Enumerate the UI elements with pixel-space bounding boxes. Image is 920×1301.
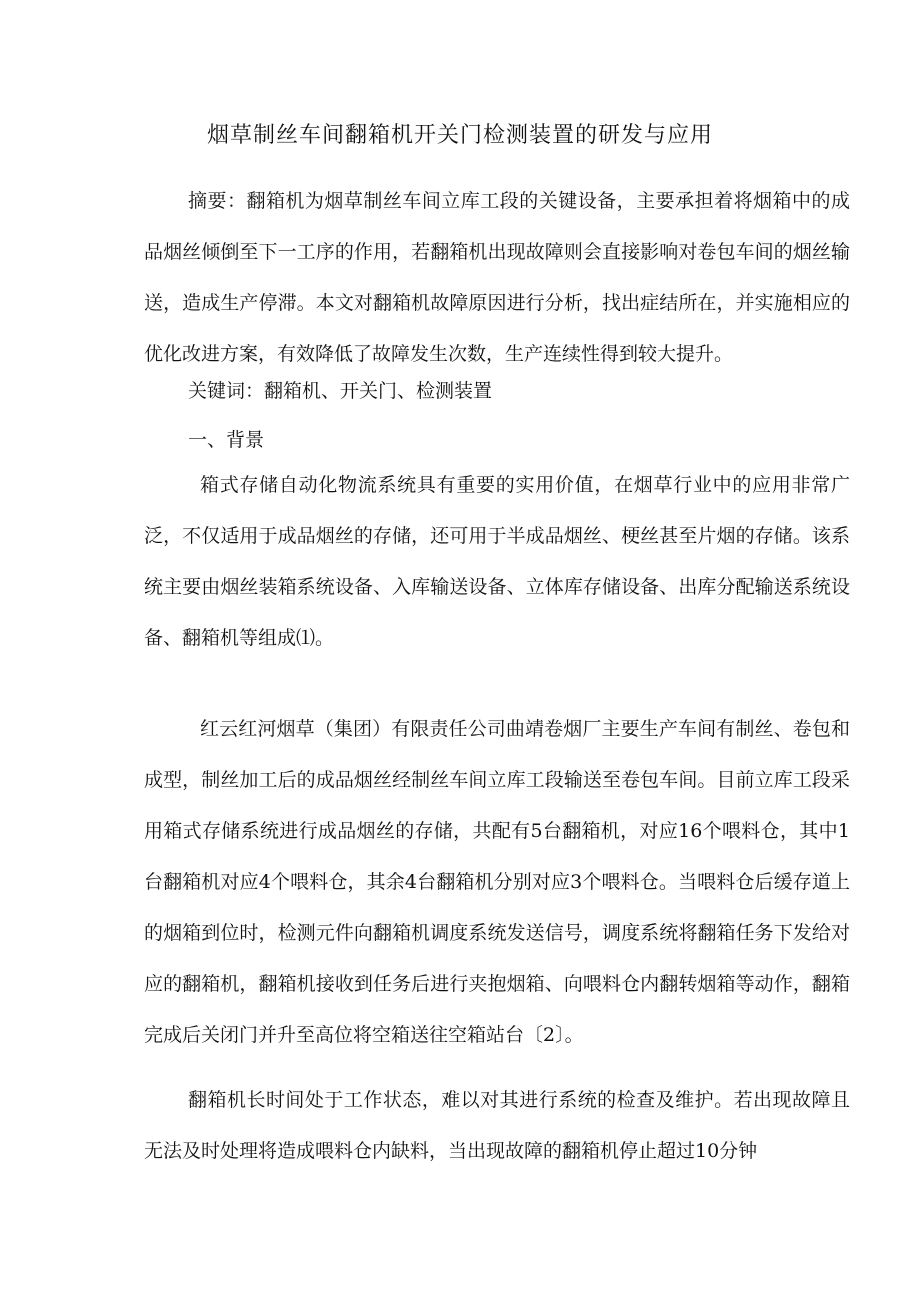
section-heading: 一、背景 bbox=[188, 429, 265, 451]
abstract-paragraph: 摘要：翻箱机为烟草制丝车间立库工段的关键设备，主要承担着将烟箱中的成品烟丝倾倒至下一工序的作用，若翻箱机出现故障则会直接影响对卷包车间的烟丝输送，造成生产停滞。本文对翻箱机故障原因进行分析，找出症结所在，并实施相应的优化改进方案，有效降低了故障发生次数，生产连续性得到较大提升。 bbox=[144, 190, 850, 365]
background-paragraph-3: 翻箱机长时间处于工作状态，难以对其进行系统的检查及维护。若出现故障且无法及时处理将造成喂料仓内缺料，当出现故障的翻箱机停止超过10分钟 bbox=[144, 1089, 850, 1162]
background-paragraph-1: 箱式存储自动化物流系统具有重要的实用价值，在烟草行业中的应用非常广泛，不仅适用于成品烟丝的存储，还可用于半成品烟丝、梗丝甚至片烟的存储。该系统主要由烟丝装箱系统设备、入库输送设备、立体库存储设备、出库分配输送系统设备、翻箱机等组成⑴。 bbox=[144, 474, 850, 649]
keywords-line: 关键词：翻箱机、开关门、检测装置 bbox=[188, 380, 493, 402]
document-title: 烟草制丝车间翻箱机开关门检测装置的研发与应用 bbox=[206, 123, 713, 148]
background-paragraph-2: 红云红河烟草（集团）有限责任公司曲靖卷烟厂主要生产车间有制丝、卷包和成型，制丝加工后的成品烟丝经制丝车间立库工段输送至卷包车间。目前立库工段采用箱式存储系统进行成品烟丝的存储，共配有5台翻箱机，对应16个喂料仓，其中1台翻箱机对应4个喂料仓，其余4台翻箱机分别对应3个喂料仓。当喂料仓后缓存道上的烟箱到位时，检测元件向翻箱机调度系统发送信号，调度系统将翻箱任务下发给对应的翻箱机，翻箱机接收到任务后进行夹抱烟箱、向喂料仓内翻转烟箱等动作，翻箱完成后关闭门并升至高位将空箱送往空箱站台〔2〕。 bbox=[144, 718, 850, 1046]
